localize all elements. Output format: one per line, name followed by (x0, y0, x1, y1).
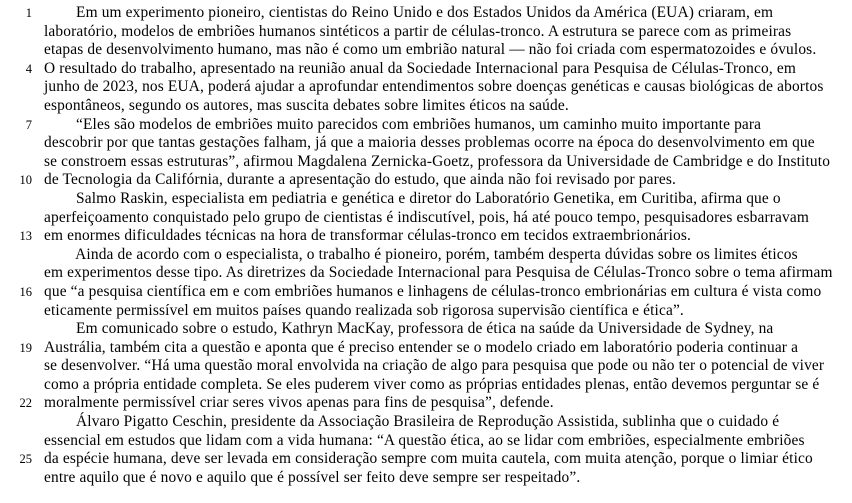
line-number: 16 (19, 284, 32, 299)
text-line (44, 41, 844, 60)
line-content: que “a pesquisa científica em e com embriões humanos e linhagens de células-tronco embrionárias em cultura é vista como (44, 282, 822, 300)
line-content: “Eles são modelos de embriões muito parecidos com embriões humanos, um caminho muito importante para (44, 115, 762, 133)
line-content: Ainda de acordo com o especialista, o trabalho é pioneiro, porém, também desperta dúvidas sobre os limites éticos (44, 245, 798, 263)
text-line (44, 264, 844, 283)
line-content: de Tecnologia da Califórnia, durante a apresentação do estudo, que ainda não foi revisado por pares. (44, 171, 676, 189)
text-line (19, 171, 844, 190)
text-line (44, 469, 844, 488)
text-line (25, 115, 844, 135)
text-line (44, 302, 844, 321)
text-line (19, 227, 844, 246)
text-line (44, 134, 844, 153)
line-content: entre aquilo que é novo e aquilo que é possível ser feito deve sempre ser respeitado”. (44, 468, 581, 486)
text-line (19, 338, 844, 358)
line-number: 22 (19, 396, 32, 411)
line-content: laboratório, modelos de embriões humanos sintéticos a partir de células-tronco. A estrutura se parece com as primeiras (44, 22, 792, 40)
text-line (25, 59, 844, 79)
line-content: descobrir por que tantas gestações falham, já que a maioria desses problemas ocorre na época do desenvolvimento em que (44, 134, 815, 152)
document-text-body (19, 4, 844, 487)
text-line (19, 282, 844, 302)
line-content: junho de 2023, nos EUA, poderá ajudar a aprofundar entendimentos sobre doenças genéticas e causas biológicas de abortos (44, 78, 824, 96)
text-line (44, 432, 844, 451)
text-line (19, 394, 844, 413)
line-content: em experimentos desse tipo. As diretrizes da Sociedade Internacional para Pesquisa de Células-Tronco sobre o tema afirmam (44, 264, 833, 282)
line-content: essencial em estudos que lidam com a vida humana: “A questão ética, ao se lidar com embriões, especialmente embriões (44, 431, 805, 449)
text-line (44, 320, 844, 339)
line-content: se desenvolver. “Há uma questão moral envolvida na criação de algo para pesquisa que pode ou não ter o potencial de viver (44, 357, 825, 375)
line-content: O resultado do trabalho, apresentado na reunião anual da Sociedade Internacional para Pesquisa de Células-Tronco, em (44, 59, 796, 77)
text-line (44, 23, 844, 42)
line-content: moralmente permissível criar seres vivos apenas para fins de pesquisa”, defende. (44, 394, 554, 412)
text-line (44, 209, 844, 228)
text-line (19, 450, 844, 469)
line-content: espontâneos, segundo os autores, mas suscita debates sobre limites éticos na saúde. (44, 96, 569, 114)
line-content: em enormes dificuldades técnicas na hora de transformar células-tronco em tecidos extraembrionários. (44, 227, 692, 245)
line-content: Em um experimento pioneiro, cientistas do Reino Unido e dos Estados Unidos da América (EUA) criaram, em (44, 4, 774, 21)
text-line (44, 246, 844, 265)
line-content: Em comunicado sobre o estudo, Kathryn MacKay, professora de ética na saúde da Universidade de Sydney, na (44, 320, 774, 338)
line-content: Álvaro Pigatto Ceschin, presidente da Associação Brasileira de Reprodução Assistida, sublinha que o cuidado é (44, 413, 780, 431)
text-line (44, 376, 844, 395)
line-number: 1 (25, 6, 32, 20)
line-content: etapas de desenvolvimento humano, mas não é como um embrião natural — não foi criada com espermatozoides e óvulos. (44, 41, 817, 59)
line-content: como a própria entidade completa. Se eles puderem viver como as próprias entidades plenas, então devemos perguntar se é (44, 375, 820, 393)
line-content: da espécie humana, deve ser levada em consideração sempre com muita cautela, com muita atenção, porque o limiar ético (44, 450, 813, 468)
line-number: 4 (25, 61, 32, 76)
line-number: 13 (19, 229, 32, 244)
line-number: 19 (19, 340, 32, 355)
line-content: Salmo Raskin, especialista em pediatria e genética e diretor do Laboratório Genetika, em Curitiba, afirma que o (44, 189, 781, 207)
text-line (25, 4, 844, 23)
line-content: Austrália, também cita a questão e aponta que é preciso entender se o modelo criado em laboratório poderia continuar a (44, 338, 799, 356)
line-number: 7 (25, 117, 32, 132)
line-content: se constroem essas estruturas”, afirmou Magdalena Zernicka-Goetz, professora da Universidade de Cambridge e do Instituto (44, 152, 831, 170)
text-line (44, 97, 844, 116)
text-line (44, 190, 844, 209)
line-content: eticamente permissível em muitos países quando realizada sob rigorosa supervisão científica e ética”. (44, 301, 684, 319)
line-number: 25 (19, 452, 32, 467)
text-line (44, 78, 844, 97)
text-line (44, 153, 844, 172)
text-line (44, 413, 844, 432)
line-number: 10 (19, 173, 32, 188)
line-content: aperfeiçoamento conquistado pelo grupo de cientistas é indiscutível, pois, há até pouco tempo, pesquisadores esbarravam (44, 208, 809, 226)
text-line (44, 357, 844, 376)
